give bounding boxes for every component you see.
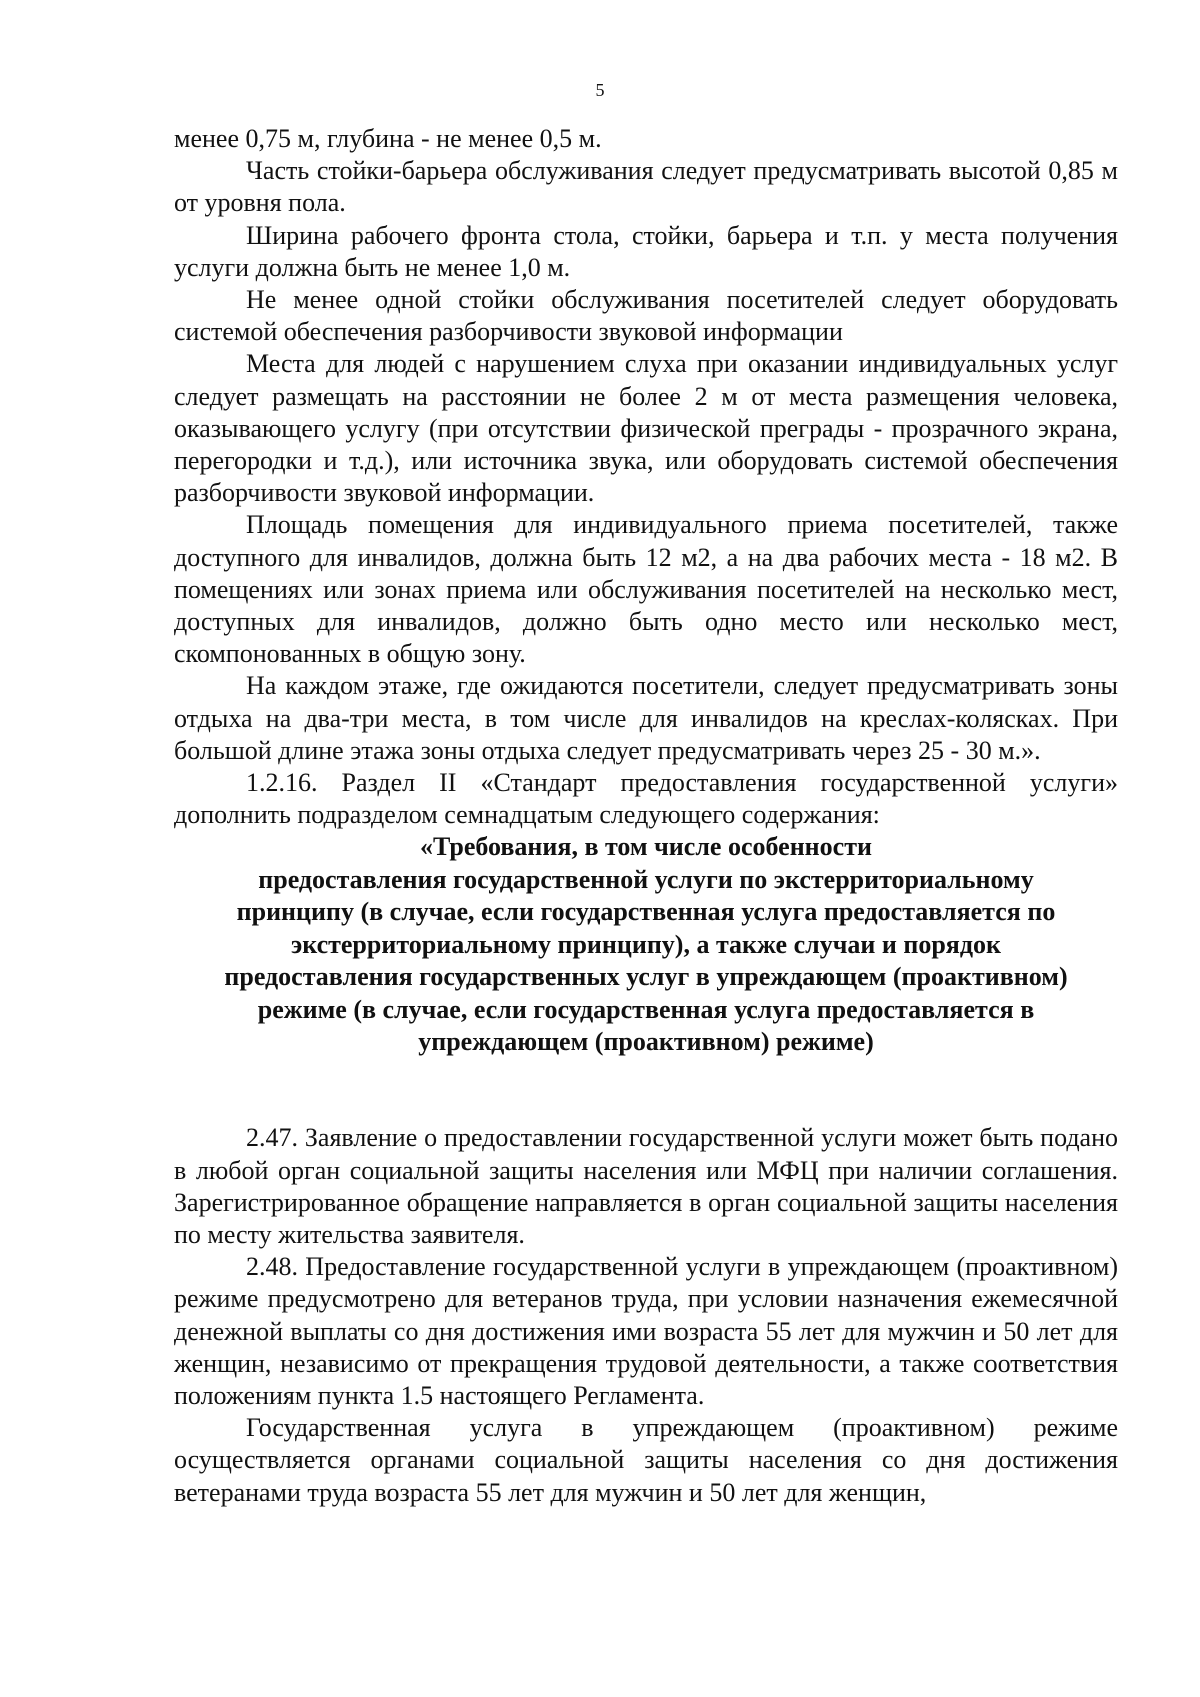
heading-line: предоставления государственных услуг в упреждающем (проактивном) [224,962,1068,992]
heading-line: режиме (в случае, если государственная услуга предоставляется в [257,994,1035,1024]
heading-line: экстерриториальному принципу), а также случаи и порядок [291,929,1001,959]
document-body [174,123,1118,1509]
paragraph: Государственная услуга в упреждающем (проактивном) режиме осуществляется органами социальной защиты населения со дня достижения ветеранами труда возраста 55 лет для мужчин и 50 лет для женщин, [174,1413,1118,1507]
paragraph: Площадь помещения для индивидуального приема посетителей, также доступного для инвалидов, должна быть 12 м2, а на два рабочих места - 18 м2. В помещениях или зонах приема или обслуживания посетителей на несколько мест, доступных для инвалидов, должно быть одно место или несколько мест, скомпонованных в общую зону. [174,510,1118,669]
heading-line: «Требования, в том числе особенности [420,832,872,862]
heading-line: принципу (в случае, если государственная услуга предоставляется по [236,897,1056,927]
paragraph: Часть стойки-барьера обслуживания следует предусматривать высотой 0,85 м от уровня пола. [174,156,1118,218]
paragraph: 2.47. Заявление о предоставлении государственной услуги может быть подано в любой орган социальной защиты населения или МФЦ при наличии соглашения. Зарегистрированное обращение направляется в орган социальной защиты населения по месту жительства заявителя. [174,1123,1118,1249]
heading-line: предоставления государственной услуги по экстерриториальному [258,864,1034,894]
spacer [174,1058,1118,1122]
paragraph: Не менее одной стойки обслуживания посетителей следует оборудовать системой обеспечения разборчивости звуковой информации [174,285,1118,347]
paragraph: На каждом этаже, где ожидаются посетители, следует предусматривать зоны отдыха на два-три места, в том числе для инвалидов на креслах-колясках. При большой длине этажа зоны отдыха следует предусматривать через 25 - 30 м.». [174,671,1118,765]
paragraph: менее 0,75 м, глубина - не менее 0,5 м. [174,124,602,153]
section-heading [174,831,1118,1058]
paragraph: Места для людей с нарушением слуха при оказании индивидуальных услуг следует размещать на расстоянии не более 2 м от места размещения человека, оказывающего услугу (при отсутствии физической преграды - прозрачного экрана, перегородки и т.д.), или источника звука, или оборудовать системой обеспечения разборчивости звуковой информации. [174,349,1118,508]
paragraph: 1.2.16. Раздел II «Стандарт предоставления государственной услуги» дополнить подразделом семнадцатым следующего содержания: [174,768,1118,830]
heading-line: упреждающем (проактивном) режиме) [418,1026,874,1056]
page-number: 5 [595,80,605,100]
paragraph: 2.48. Предоставление государственной услуги в упреждающем (проактивном) режиме предусмотрено для ветеранов труда, при условии назначения ежемесячной денежной выплаты со дня достижения ими возраста 55 лет для мужчин и 50 лет для женщин, независимо от прекращения трудовой деятельности, а также соответствия положениям пункта 1.5 настоящего Регламента. [174,1252,1118,1410]
paragraph: Ширина рабочего фронта стола, стойки, барьера и т.п. у места получения услуги должна быть не менее 1,0 м. [174,220,1118,282]
